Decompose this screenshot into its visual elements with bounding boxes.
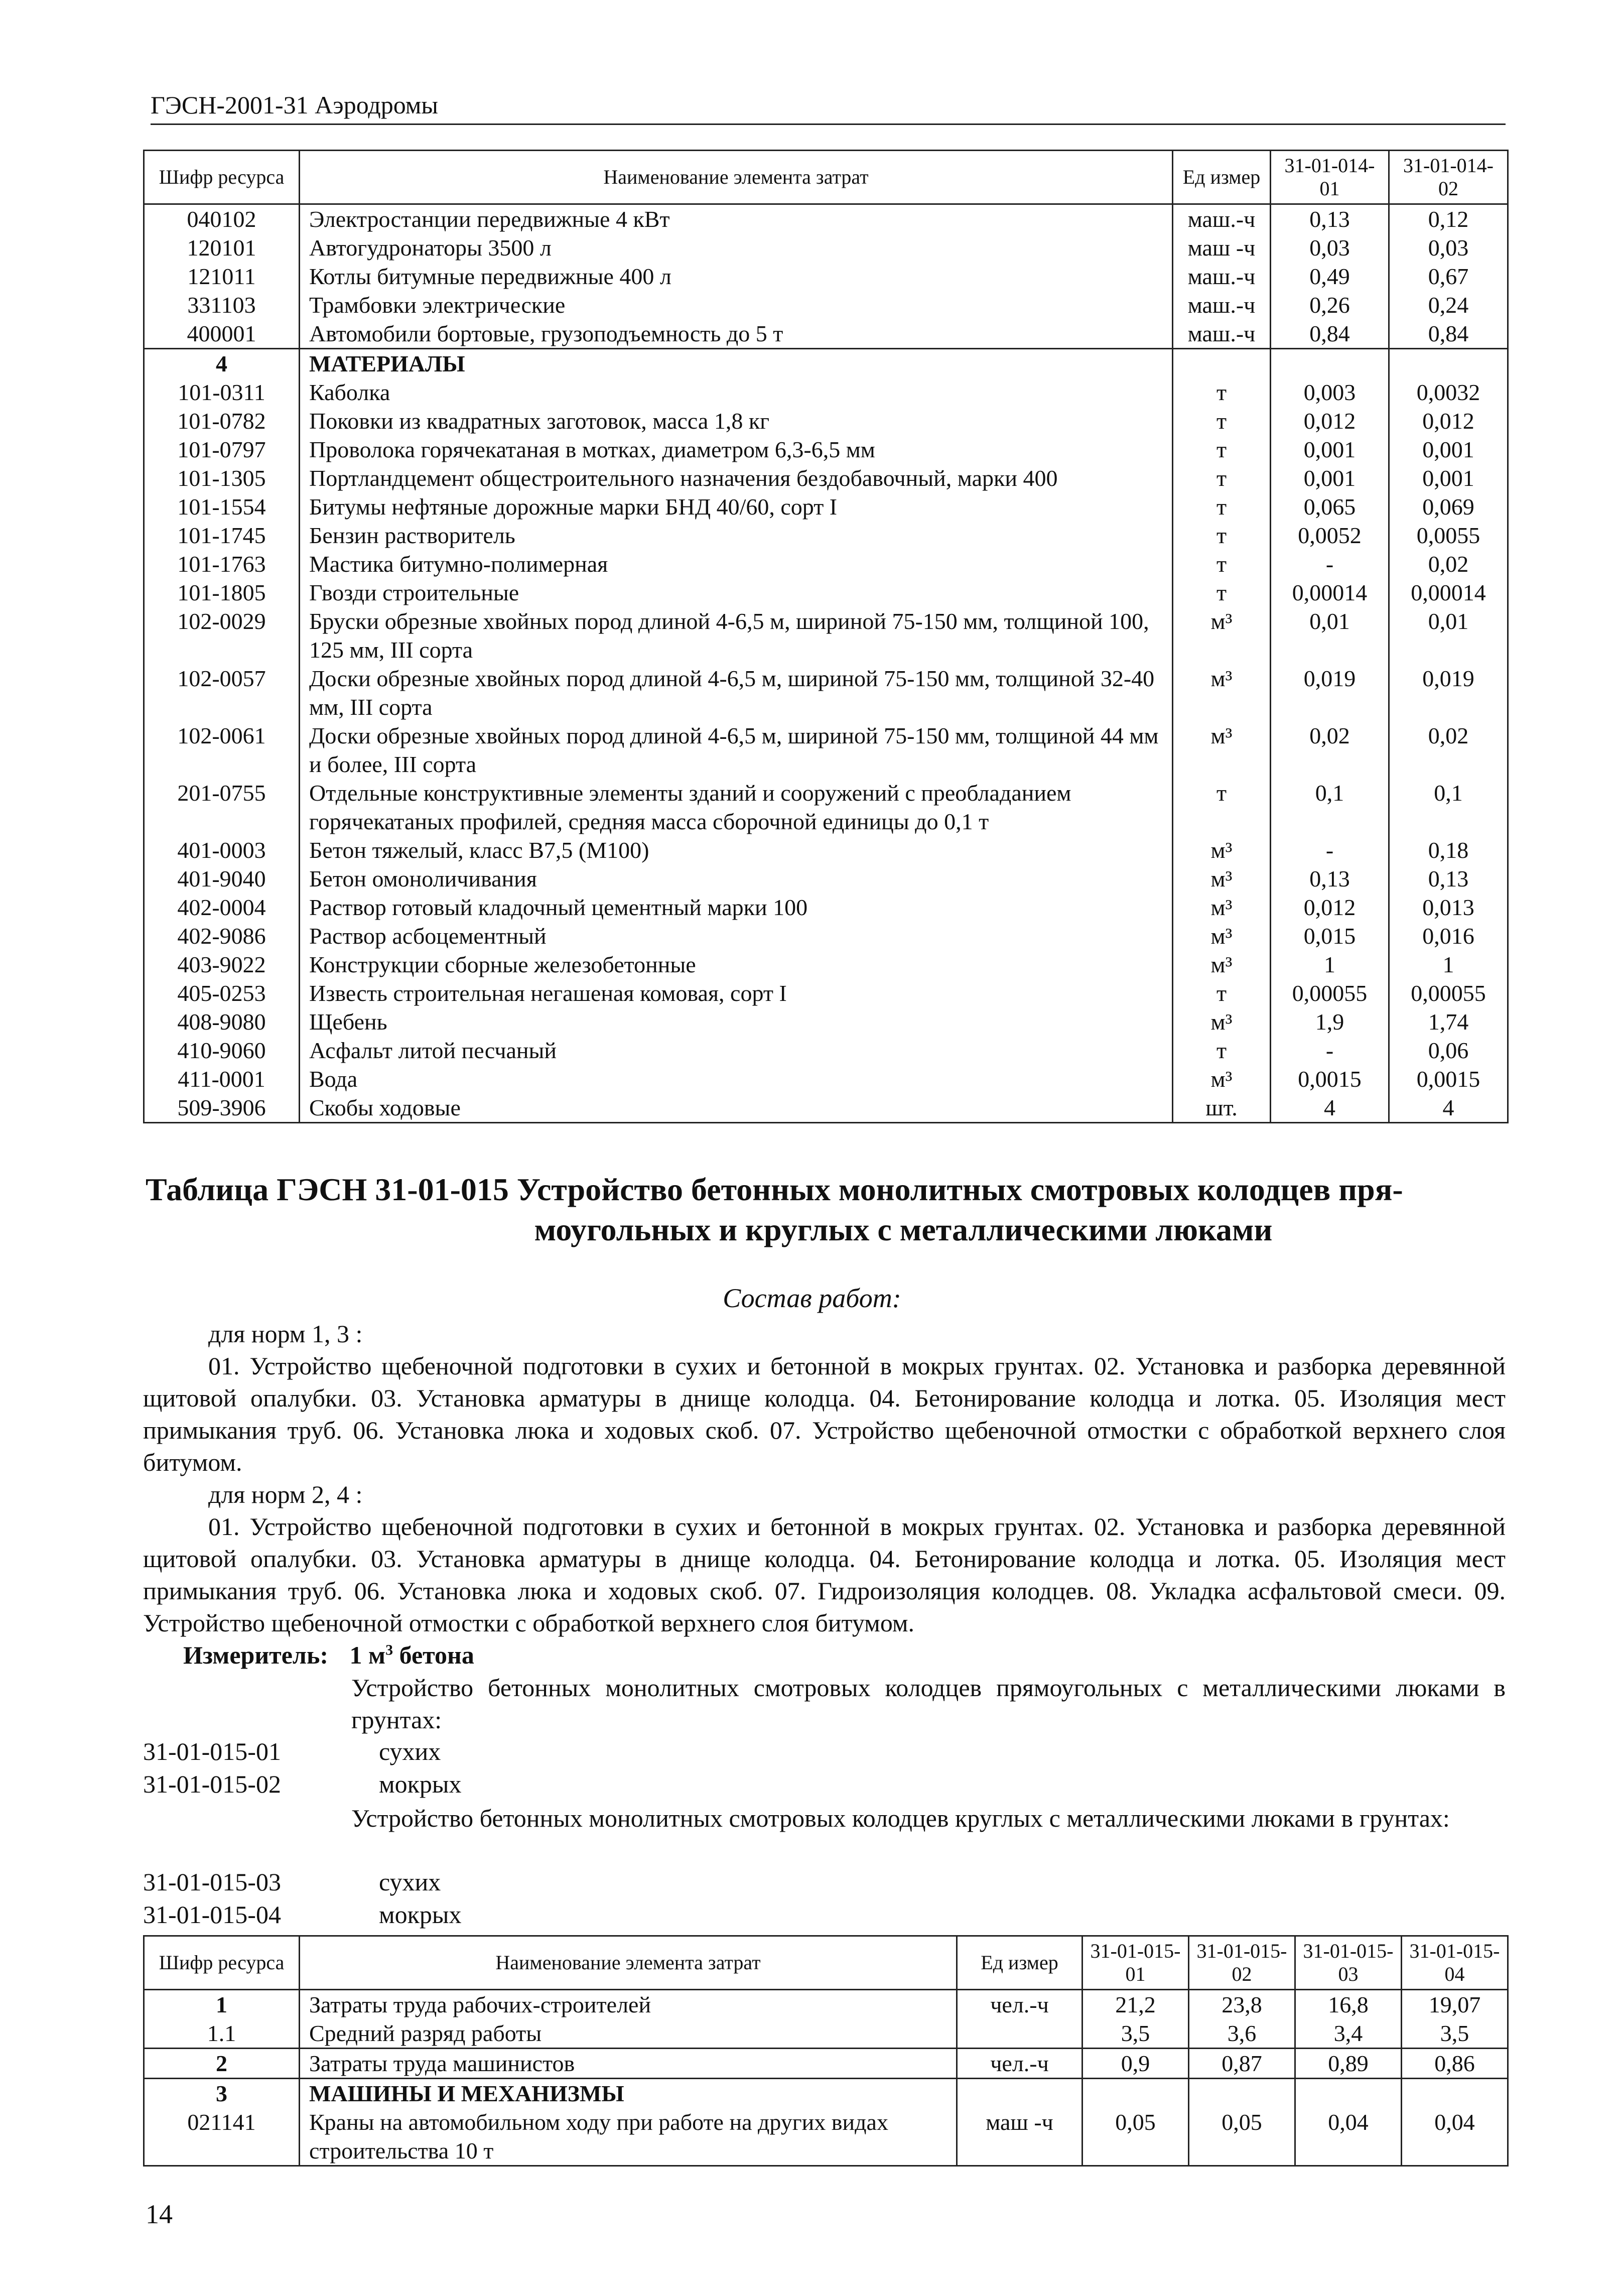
cell-unit: т: [1173, 492, 1271, 521]
cell-code: 401-9040: [144, 864, 300, 893]
cell-value: 0,03: [1389, 233, 1508, 262]
cell-value: 0,05: [1082, 2108, 1189, 2166]
cell-code: 411-0001: [144, 1065, 300, 1093]
cell-code: 102-0029: [144, 607, 300, 664]
cell-value: 0,001: [1271, 464, 1389, 492]
page-number: 14: [146, 2199, 173, 2229]
cell-value: 0,001: [1389, 464, 1508, 492]
table-row: [144, 1036, 1508, 1065]
cell-unit: т: [1173, 435, 1271, 464]
cell-code: 4: [144, 349, 300, 378]
col-header-norm: 31-01-015-01: [1082, 1936, 1189, 1990]
cell-code: 101-1763: [144, 550, 300, 578]
cell-value: 21,2: [1082, 1990, 1189, 2019]
cell-code: 402-9086: [144, 922, 300, 950]
table-row: [144, 204, 1508, 234]
table-row: [144, 262, 1508, 291]
cell-value: 23,8: [1189, 1990, 1295, 2019]
table-row: [144, 836, 1508, 864]
cell-unit: т: [1173, 1036, 1271, 1065]
table-row: [144, 233, 1508, 262]
cell-unit: м³: [1173, 836, 1271, 864]
cell-code: 410-9060: [144, 1036, 300, 1065]
table-title-line: моугольных и круглых с металлическими люками: [534, 1212, 1273, 1247]
cell-name: Асфальт литой песчаный: [300, 1036, 1173, 1065]
cell-unit: м³: [1173, 922, 1271, 950]
col-header-norm: 31-01-015-02: [1189, 1936, 1295, 1990]
cell-code: 021141: [144, 2108, 300, 2166]
norm-code: 31-01-015-02: [143, 1770, 281, 1798]
table-row: [144, 1007, 1508, 1036]
cell-value: 0,89: [1295, 2049, 1402, 2079]
cell-value: 0,0032: [1389, 378, 1508, 407]
norm-text: мокрых: [379, 1900, 462, 1929]
cell-code: 1: [144, 1990, 300, 2019]
norms-24-label: для норм 2, 4 :: [208, 1480, 363, 1508]
cell-name: Электростанции передвижные 4 кВт: [300, 204, 1173, 234]
cell-name: Затраты труда рабочих-строителей: [300, 1990, 957, 2019]
cell-value: -: [1271, 550, 1389, 578]
cell-code: 405-0253: [144, 979, 300, 1007]
table-row: [144, 607, 1508, 664]
table-row: [144, 578, 1508, 607]
cell-code: 401-0003: [144, 836, 300, 864]
col-header-unit: Ед измер: [1173, 151, 1271, 204]
meter-value: 1 $м^3$ бетона: [349, 1641, 474, 1669]
cell-value: 0,1: [1271, 779, 1389, 836]
cell-name: Раствор асбоцементный: [300, 922, 1173, 950]
cell-value: 1,74: [1389, 1007, 1508, 1036]
cell-value: 0,00014: [1271, 578, 1389, 607]
cell-value: 0,012: [1389, 407, 1508, 435]
table-row: [144, 492, 1508, 521]
cell-value: 0,01: [1389, 607, 1508, 664]
norm-code: 31-01-015-03: [143, 1868, 281, 1896]
cell-value: 0,13: [1389, 864, 1508, 893]
cell-code: 102-0061: [144, 721, 300, 779]
cell-name: Поковки из квадратных заготовок, масса 1,8 кг: [300, 407, 1173, 435]
norm-text: мокрых: [379, 1770, 462, 1798]
table-row: [144, 435, 1508, 464]
cell-code: 403-9022: [144, 950, 300, 979]
cell-unit: м³: [1173, 664, 1271, 721]
cell-code: 101-1305: [144, 464, 300, 492]
cell-unit: м³: [1173, 893, 1271, 922]
cell-unit: м³: [1173, 950, 1271, 979]
cell-value: 0,012: [1271, 407, 1389, 435]
table-header-row: [144, 151, 1508, 204]
cell-value: 0,001: [1389, 435, 1508, 464]
cell-value: 0,016: [1389, 922, 1508, 950]
cell-value: [1295, 2079, 1402, 2108]
group1-text: Устройство бетонных монолитных смотровых колодцев прямоугольных с металлическими люками в грунтах:: [351, 1674, 1506, 1734]
table-row: [144, 2019, 1508, 2049]
table-row: [144, 378, 1508, 407]
cell-unit: т: [1173, 464, 1271, 492]
cell-code: 3: [144, 2079, 300, 2108]
cell-value: 0,02: [1271, 721, 1389, 779]
table-row: [144, 550, 1508, 578]
table-body: [144, 1990, 1508, 2166]
cell-name: Известь строительная негашеная комовая, сорт I: [300, 979, 1173, 1007]
cell-code: 102-0057: [144, 664, 300, 721]
table-row: [144, 464, 1508, 492]
table-row: [144, 2079, 1508, 2108]
table-body: [144, 204, 1508, 1123]
cell-value: 0,02: [1389, 721, 1508, 779]
cell-unit: т: [1173, 550, 1271, 578]
cell-unit: маш.-ч: [1173, 204, 1271, 234]
resource-table-014: [143, 150, 1509, 1123]
cell-name: Бензин растворитель: [300, 521, 1173, 550]
cell-name: Автогудронаторы 3500 л: [300, 233, 1173, 262]
cell-code: 101-0797: [144, 435, 300, 464]
col-header-code: Шифр ресурса: [144, 1936, 300, 1990]
table-row: [144, 319, 1508, 349]
cell-name: Портландцемент общестроительного назначения бездобавочный, марки 400: [300, 464, 1173, 492]
cell-name: Раствор готовый кладочный цементный марки 100: [300, 893, 1173, 922]
cell-unit: м³: [1173, 1007, 1271, 1036]
cell-name: МАШИНЫ И МЕХАНИЗМЫ: [300, 2079, 957, 2108]
cell-name: Скобы ходовые: [300, 1093, 1173, 1123]
table-row: [144, 1065, 1508, 1093]
cell-unit: м³: [1173, 1065, 1271, 1093]
cell-value: 0,019: [1389, 664, 1508, 721]
cell-value: 0,13: [1271, 864, 1389, 893]
cell-code: 1.1: [144, 2019, 300, 2049]
cell-unit: т: [1173, 779, 1271, 836]
col-header-name: Наименование элемента затрат: [300, 151, 1173, 204]
norm-code: 31-01-015-04: [143, 1900, 281, 1929]
cell-value: [1389, 349, 1508, 378]
cell-value: 0,13: [1271, 204, 1389, 234]
cell-value: [1402, 2079, 1508, 2108]
cell-code: 400001: [144, 319, 300, 349]
cell-code: 201-0755: [144, 779, 300, 836]
col-header-name: Наименование элемента затрат: [300, 1936, 957, 1990]
cell-value: 0,065: [1271, 492, 1389, 521]
cell-name: Проволока горячекатаная в мотках, диаметром 6,3-6,5 мм: [300, 435, 1173, 464]
cell-unit: м³: [1173, 864, 1271, 893]
cell-value: 0,069: [1389, 492, 1508, 521]
table-row: [144, 979, 1508, 1007]
cell-value: 0,04: [1295, 2108, 1402, 2166]
cell-unit: маш -ч: [957, 2108, 1082, 2166]
table-row: [144, 2108, 1508, 2166]
cell-value: 0,013: [1389, 893, 1508, 922]
norms-13-text: 01. Устройство щебеночной подготовки в сухих и бетонной в мокрых грунтах. 02. Установка и разборка деревянной щитовой опалубки. 03. Установка арматуры в днище колодца. 04. Бетонирование колодца и лотка. 05. Изоляция мест примыкания труб. 06. Установка люка и ходовых скоб. 07. Устройство щебеночной отмостки с обработкой верхнего слоя битумом.: [143, 1352, 1506, 1476]
norms-13-block: [143, 1318, 1506, 1478]
col-header-unit: Ед измер: [957, 1936, 1082, 1990]
cell-unit: м³: [1173, 607, 1271, 664]
cell-value: [1082, 2079, 1189, 2108]
cell-name: Средний разряд работы: [300, 2019, 957, 2049]
cell-value: 3,5: [1082, 2019, 1189, 2049]
cell-value: 0,18: [1389, 836, 1508, 864]
cell-value: 4: [1389, 1093, 1508, 1123]
cell-value: 0,0055: [1389, 521, 1508, 550]
cell-value: 19,07: [1402, 1990, 1508, 2019]
cell-value: 0,001: [1271, 435, 1389, 464]
cell-value: 0,019: [1271, 664, 1389, 721]
cell-value: 0,49: [1271, 262, 1389, 291]
cell-code: 101-0311: [144, 378, 300, 407]
cell-unit: [957, 2079, 1082, 2108]
cell-unit: т: [1173, 979, 1271, 1007]
cell-name: Мастика битумно-полимерная: [300, 550, 1173, 578]
col-header-norm: 31-01-014-02: [1389, 151, 1508, 204]
cell-value: 0,84: [1271, 319, 1389, 349]
table-row: [144, 664, 1508, 721]
cell-name: Затраты труда машинистов: [300, 2049, 957, 2079]
cell-name: Бетон омоноличивания: [300, 864, 1173, 893]
table-row: [144, 950, 1508, 979]
cell-unit: [957, 2019, 1082, 2049]
cell-code: 040102: [144, 204, 300, 234]
cell-value: 0,00055: [1389, 979, 1508, 1007]
cell-unit: т: [1173, 407, 1271, 435]
cell-value: 0,1: [1389, 779, 1508, 836]
cell-value: 0,06: [1389, 1036, 1508, 1065]
cell-value: 0,05: [1189, 2108, 1295, 2166]
cell-value: 3,4: [1295, 2019, 1402, 2049]
cell-unit: т: [1173, 578, 1271, 607]
table-row: [144, 291, 1508, 319]
cell-unit: чел.-ч: [957, 1990, 1082, 2019]
cell-value: [1271, 349, 1389, 378]
col-header-code: Шифр ресурса: [144, 151, 300, 204]
norms-13-label: для норм 1, 3 :: [208, 1320, 363, 1348]
norm-text: сухих: [379, 1737, 441, 1765]
table-row: [144, 721, 1508, 779]
cell-name: Автомобили бортовые, грузоподъемность до 5 т: [300, 319, 1173, 349]
cell-value: 0,0015: [1271, 1065, 1389, 1093]
cell-value: 0,0052: [1271, 521, 1389, 550]
table-row: [144, 1093, 1508, 1123]
cell-value: 0,24: [1389, 291, 1508, 319]
cell-code: 101-1745: [144, 521, 300, 550]
cell-value: 0,04: [1402, 2108, 1508, 2166]
norms-24-text: 01. Устройство щебеночной подготовки в сухих и бетонной в мокрых грунтах. 02. Установка и разборка деревянной щитовой опалубки. 03. Установка арматуры в днище колодца. 04. Бетонирование колодца и лотка. 05. Изоляция мест примыкания труб. 06. Установка люка и ходовых скоб. 07. Гидроизоляция колодцев. 08. Укладка асфальтовой смеси. 09. Устройство щебеночной отмостки с обработкой верхнего слоя битумом.: [143, 1512, 1506, 1637]
cell-value: 0,67: [1389, 262, 1508, 291]
cell-name: Битумы нефтяные дорожные марки БНД 40/60, сорт I: [300, 492, 1173, 521]
group2-text: Устройство бетонных монолитных смотровых колодцев круглых с металлическими люками в грунтах:: [351, 1804, 1450, 1832]
table-row: [144, 407, 1508, 435]
table-header-row: [144, 1936, 1508, 1990]
cell-value: 0,015: [1271, 922, 1389, 950]
cell-value: [1189, 2079, 1295, 2108]
cell-code: 408-9080: [144, 1007, 300, 1036]
cell-unit: маш -ч: [1173, 233, 1271, 262]
cell-value: 0,02: [1389, 550, 1508, 578]
cell-unit: м³: [1173, 721, 1271, 779]
cell-unit: [1173, 349, 1271, 378]
cell-value: 0,12: [1389, 204, 1508, 234]
cell-code: 101-1805: [144, 578, 300, 607]
cell-name: Гвозди строительные: [300, 578, 1173, 607]
table-row: [144, 2049, 1508, 2079]
cell-code: 331103: [144, 291, 300, 319]
norms-24-block: [143, 1478, 1506, 1639]
cell-unit: маш.-ч: [1173, 291, 1271, 319]
works-heading: Состав работ:: [723, 1283, 901, 1313]
cell-name: Вода: [300, 1065, 1173, 1093]
cell-value: 0,9: [1082, 2049, 1189, 2079]
cell-value: 0,00055: [1271, 979, 1389, 1007]
norm-code: 31-01-015-01: [143, 1737, 281, 1765]
cell-code: 101-0782: [144, 407, 300, 435]
cell-name: Краны на автомобильном ходу при работе на других видах строительства 10 т: [300, 2108, 957, 2166]
cell-value: 0,86: [1402, 2049, 1508, 2079]
cell-value: 0,01: [1271, 607, 1389, 664]
cell-code: 2: [144, 2049, 300, 2079]
table-row: [144, 1990, 1508, 2019]
cell-code: 101-1554: [144, 492, 300, 521]
cell-value: 3,6: [1189, 2019, 1295, 2049]
cell-name: Конструкции сборные железобетонные: [300, 950, 1173, 979]
cell-name: Бруски обрезные хвойных пород длиной 4-6,5 м, шириной 75-150 мм, толщиной 100, 125 мм, III сорта: [300, 607, 1173, 664]
norm-text: сухих: [379, 1868, 441, 1896]
cell-value: -: [1271, 1036, 1389, 1065]
col-header-norm: 31-01-015-04: [1402, 1936, 1508, 1990]
table-title: [146, 1170, 1511, 1250]
col-header-norm: 31-01-014-01: [1271, 151, 1389, 204]
cell-unit: т: [1173, 378, 1271, 407]
cell-name: Бетон тяжелый, класс В7,5 (М100): [300, 836, 1173, 864]
meter-label: Измеритель:: [183, 1641, 329, 1669]
cell-value: -: [1271, 836, 1389, 864]
cell-code: 402-0004: [144, 893, 300, 922]
cell-code: 121011: [144, 262, 300, 291]
meter-line: [143, 1639, 1506, 1671]
cell-code: 509-3906: [144, 1093, 300, 1123]
cell-value: 16,8: [1295, 1990, 1402, 2019]
cell-value: 1: [1271, 950, 1389, 979]
cell-unit: т: [1173, 521, 1271, 550]
cell-value: 3,5: [1402, 2019, 1508, 2049]
resource-table-015: [143, 1935, 1509, 2167]
table-row: [144, 864, 1508, 893]
cell-unit: чел.-ч: [957, 2049, 1082, 2079]
cell-name: Доски обрезные хвойных пород длиной 4-6,5 м, шириной 75-150 мм, толщиной 44 мм и более, III сорта: [300, 721, 1173, 779]
cell-value: 0,84: [1389, 319, 1508, 349]
table-row: [144, 521, 1508, 550]
table-row: [144, 922, 1508, 950]
cell-value: 0,012: [1271, 893, 1389, 922]
running-header: ГЭСН-2001-31 Аэродромы: [151, 90, 1506, 125]
cell-name: Котлы битумные передвижные 400 л: [300, 262, 1173, 291]
cell-name: МАТЕРИАЛЫ: [300, 349, 1173, 378]
cell-value: 0,00014: [1389, 578, 1508, 607]
cell-name: Доски обрезные хвойных пород длиной 4-6,5 м, шириной 75-150 мм, толщиной 32-40 мм, III сорта: [300, 664, 1173, 721]
cell-value: 1: [1389, 950, 1508, 979]
cell-name: Отдельные конструктивные элементы зданий и сооружений с преобладанием горячекатаных профилей, средняя масса сборочной единицы до 0,1 т: [300, 779, 1173, 836]
cell-name: Каболка: [300, 378, 1173, 407]
cell-name: Трамбовки электрические: [300, 291, 1173, 319]
cell-value: 0,26: [1271, 291, 1389, 319]
table-row: [144, 893, 1508, 922]
col-header-norm: 31-01-015-03: [1295, 1936, 1402, 1990]
cell-unit: маш.-ч: [1173, 262, 1271, 291]
section-row: [144, 349, 1508, 378]
cell-value: 0,87: [1189, 2049, 1295, 2079]
cell-code: 120101: [144, 233, 300, 262]
cell-name: Щебень: [300, 1007, 1173, 1036]
cell-value: 1,9: [1271, 1007, 1389, 1036]
cell-value: 4: [1271, 1093, 1389, 1123]
cell-unit: шт.: [1173, 1093, 1271, 1123]
table-title-line: Таблица ГЭСН 31-01-015 Устройство бетонных монолитных смотровых колодцев пря-: [146, 1172, 1403, 1207]
cell-unit: маш.-ч: [1173, 319, 1271, 349]
table-row: [144, 779, 1508, 836]
cell-value: 0,003: [1271, 378, 1389, 407]
cell-value: 0,03: [1271, 233, 1389, 262]
cell-value: 0,0015: [1389, 1065, 1508, 1093]
